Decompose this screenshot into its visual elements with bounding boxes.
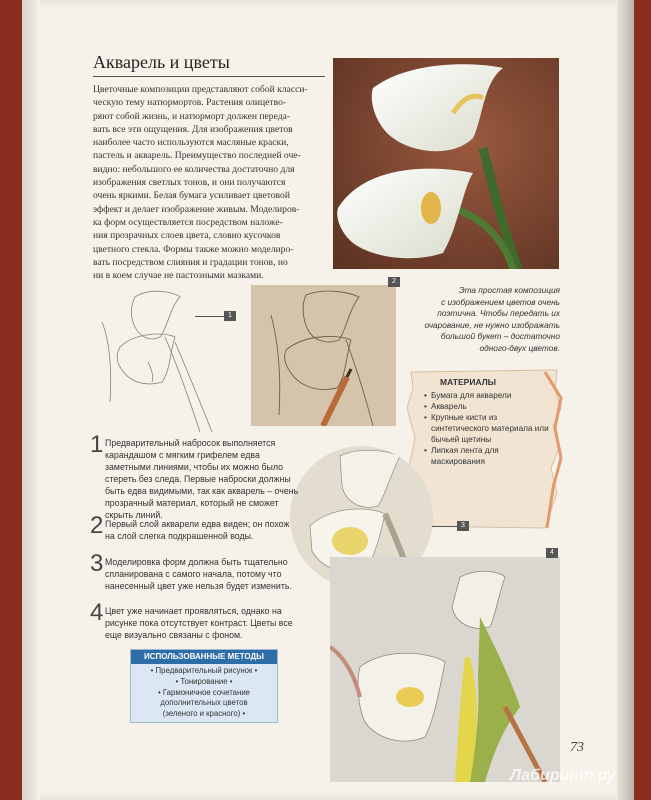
material-label: Бумага для акварели xyxy=(431,391,512,400)
bullet-icon: • xyxy=(424,413,427,422)
list-item: • Предварительный рисунок • xyxy=(150,666,258,675)
intro-line: вать посредством слияния и градации тонов, но xyxy=(93,256,288,268)
calla-lily-photo xyxy=(333,58,559,269)
intro-line: ческую тему натюрмортов. Растения олицетво- xyxy=(93,97,287,109)
page-title: Акварель и цветы xyxy=(93,52,230,72)
step-4 xyxy=(90,599,300,641)
list-item: дополнительных цветов xyxy=(160,698,248,708)
pencil-sketch-figure xyxy=(90,282,232,432)
first-wash-figure xyxy=(251,285,396,426)
caption-line: очарование, не нужно изображать xyxy=(424,319,560,330)
material-label: Липкая лента для маскирования xyxy=(431,446,499,466)
list-item xyxy=(424,401,554,412)
material-label: Акварель xyxy=(431,402,467,411)
intro-line: ка форм осуществляется посредством наложе- xyxy=(93,216,283,228)
step-3 xyxy=(90,550,300,592)
list-item: • Тонирование • xyxy=(175,676,233,686)
intro-line: цветного стекла. Формы также можно моделиро- xyxy=(93,243,294,255)
methods-box xyxy=(130,649,278,723)
caption-line: Эта простая композиция xyxy=(458,285,560,295)
intro-line: очень яркими. Белая бумага усиливает цветовой xyxy=(93,190,290,202)
watermark: Лабиринт.ру xyxy=(510,767,616,784)
step-2 xyxy=(90,512,300,542)
intro-line: наиболее часто используются масляные краски, xyxy=(93,137,289,149)
intro-text xyxy=(93,83,325,282)
list-item: (зеленого и красного) • xyxy=(162,709,246,719)
figure-1-number: 1 xyxy=(224,311,236,321)
list-item xyxy=(424,390,554,401)
step-text: Предварительный набросок выполняется карандашом с мягким грифелем едва заметными линиями, чтобы их можно было стереть без следа. Первые наброски должны быть едва видимыми, так как акварель – очень прозрачный материал, который не сможет скрыть линий. xyxy=(105,438,299,520)
intro-line: ни в коем случае не пастозными мазками. xyxy=(93,270,264,282)
material-label: Крупные кисти из синтетического материала или бычьей щетины xyxy=(431,413,549,444)
step-text: Цвет уже начинает проявляться, однако на рисунке пока отсутствует контраст. Цветы все еще визуально связаны с фоном. xyxy=(105,606,293,640)
bullet-icon: • xyxy=(424,446,427,455)
caption-line: одного-двух цветов. xyxy=(479,342,560,353)
intro-line: эффект и делает изображение живым. Моделиров- xyxy=(93,203,300,215)
page-gutter xyxy=(22,0,40,800)
caption-line: большой букет – достаточно xyxy=(440,331,560,341)
intro-line: Цветочные композиции представляют собой класси- xyxy=(93,84,308,95)
step-text: Первый слой акварели едва виден; он похож на слой слегка подкрашенной воды. xyxy=(105,519,290,541)
figure-2-number: 2 xyxy=(388,277,400,287)
bullet-icon: • xyxy=(424,391,427,400)
caption-line: поэтична. Чтобы передать их xyxy=(437,308,560,318)
intro-line: видно: небольшого ее количества достаточно для xyxy=(93,163,295,175)
list-item xyxy=(424,445,554,467)
page-number: 73 xyxy=(570,740,584,755)
figure-4-number: 4 xyxy=(546,548,558,558)
intro-line: вать все эти ощущения. Для изображения цветов xyxy=(93,123,293,135)
caption-line: с изображением цветов очень xyxy=(441,296,560,307)
step-number: 4 xyxy=(90,599,104,626)
materials-list xyxy=(424,390,554,467)
intro-line: пастель и акварель. Преимущество последней оче- xyxy=(93,150,301,162)
list-item: • Гармоничное сочетание xyxy=(157,687,251,697)
methods-list xyxy=(131,666,277,720)
photo-caption xyxy=(418,285,560,354)
intro-line: ряют собой жизнь, и натюрморт должен переда- xyxy=(93,110,291,122)
methods-title: ИСПОЛЬЗОВАННЫЕ МЕТОДЫ xyxy=(131,650,277,664)
intro-line: ния прозрачных слоев цвета, словно кусочков xyxy=(93,230,281,242)
title-rule xyxy=(93,76,325,77)
materials-title: МАТЕРИАЛЫ xyxy=(440,377,496,387)
step-number: 2 xyxy=(90,512,104,539)
step-1 xyxy=(90,431,300,521)
watercolor-painting-figure xyxy=(330,557,560,782)
step-text: Моделировка форм должна быть тщательно спланирована с самого начала, потому что нанесенный цвет уже нельзя будет изменить. xyxy=(105,557,292,591)
step-number: 1 xyxy=(90,431,104,458)
figure-1-leader xyxy=(195,316,225,317)
list-item xyxy=(424,412,554,445)
step-number: 3 xyxy=(90,550,104,577)
figure-3-leader xyxy=(432,526,457,527)
figure-3-number: 3 xyxy=(457,521,469,531)
bullet-icon: • xyxy=(424,402,427,411)
intro-line: изображения светлых тонов, и они получаются xyxy=(93,177,286,189)
page-edge xyxy=(617,0,634,800)
